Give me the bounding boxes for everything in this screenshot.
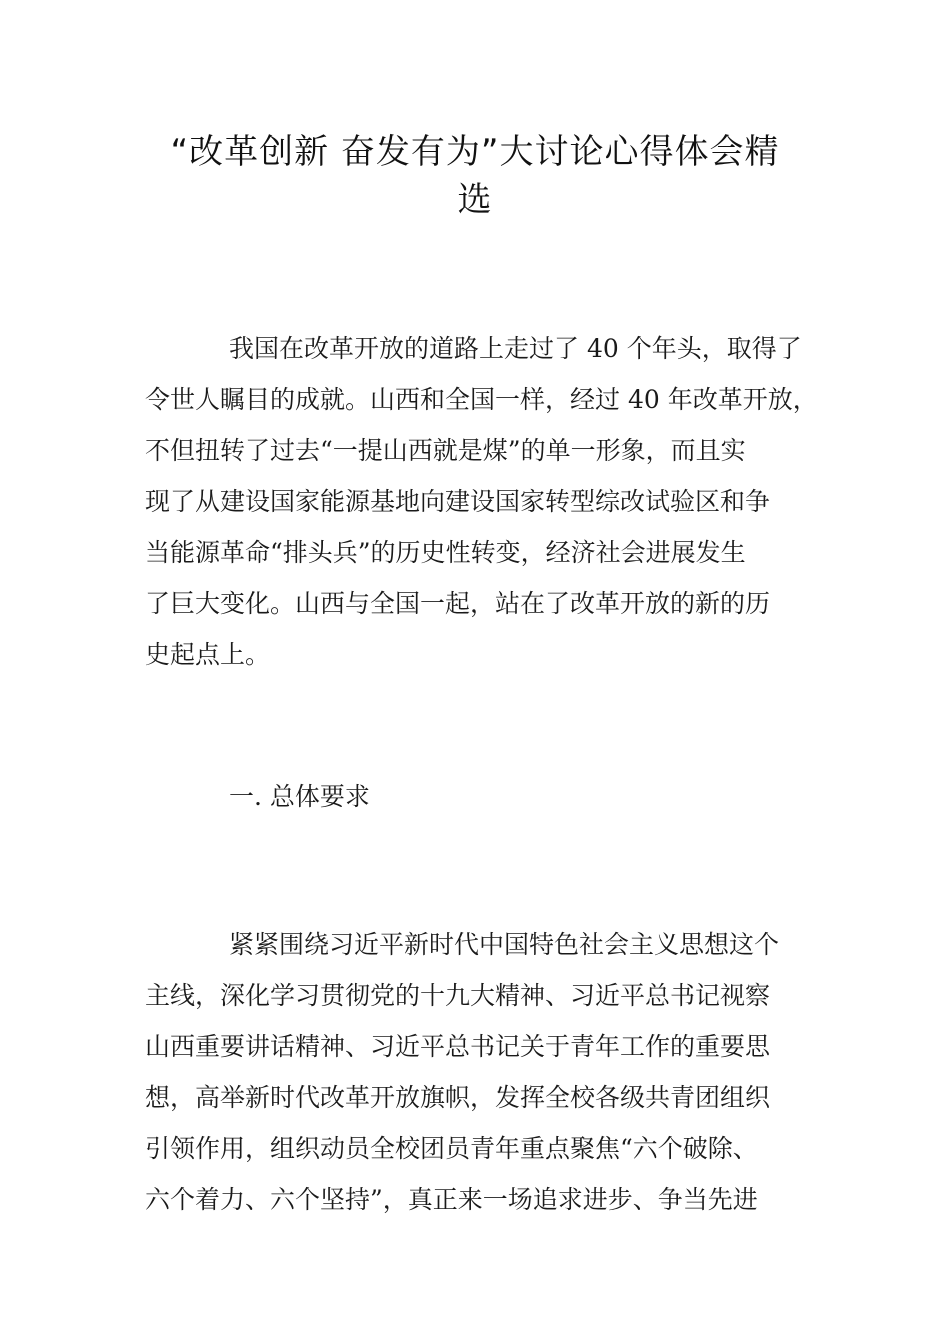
paragraph-line: 现了从建设国家能源基地向建设国家转型综改试验区和争 — [145, 487, 771, 516]
paragraph-line: 紧紧围绕习近平新时代中国特色社会主义思想这个 — [229, 930, 780, 959]
paragraph-line: 当能源革命“排头兵”的历史性转变，经济社会进展发生 — [145, 538, 746, 567]
paragraph-line: 令世人瞩目的成就。山西和全国一样，经过 40 年改革开放， — [145, 385, 818, 414]
paragraph-line: 不但扭转了过去“一提山西就是煤”的单一形象，而且实 — [145, 436, 746, 465]
paragraph-line: 了巨大变化。山西与全国一起，站在了改革开放的新的历 — [145, 589, 771, 618]
paragraph-line: 山西重要讲话精神、习近平总书记关于青年工作的重要思 — [145, 1032, 771, 1061]
document-title-line-2: 选 — [457, 180, 493, 220]
paragraph-line: 主线，深化学习贯彻党的十九大精神、习近平总书记视察 — [145, 981, 771, 1010]
requirements-paragraph — [145, 919, 845, 1225]
paragraph-line: 史起点上。 — [145, 640, 271, 669]
intro-paragraph — [145, 323, 845, 680]
paragraph-line: 想，高举新时代改革开放旗帜，发挥全校各级共青团组织 — [145, 1083, 771, 1112]
document-title-line-1: “改革创新 奋发有为”大讨论心得体会精 — [170, 132, 780, 172]
paragraph-line: 我国在改革开放的道路上走过了 40 个年头，取得了 — [229, 334, 802, 363]
paragraph-line: 六个着力、六个坚持”，真正来一场追求进步、争当先进 — [145, 1185, 758, 1214]
paragraph-line: 引领作用，组织动员全校团员青年重点聚焦“六个破除、 — [145, 1134, 758, 1163]
section-heading: 一. 总体要求 — [229, 782, 370, 811]
